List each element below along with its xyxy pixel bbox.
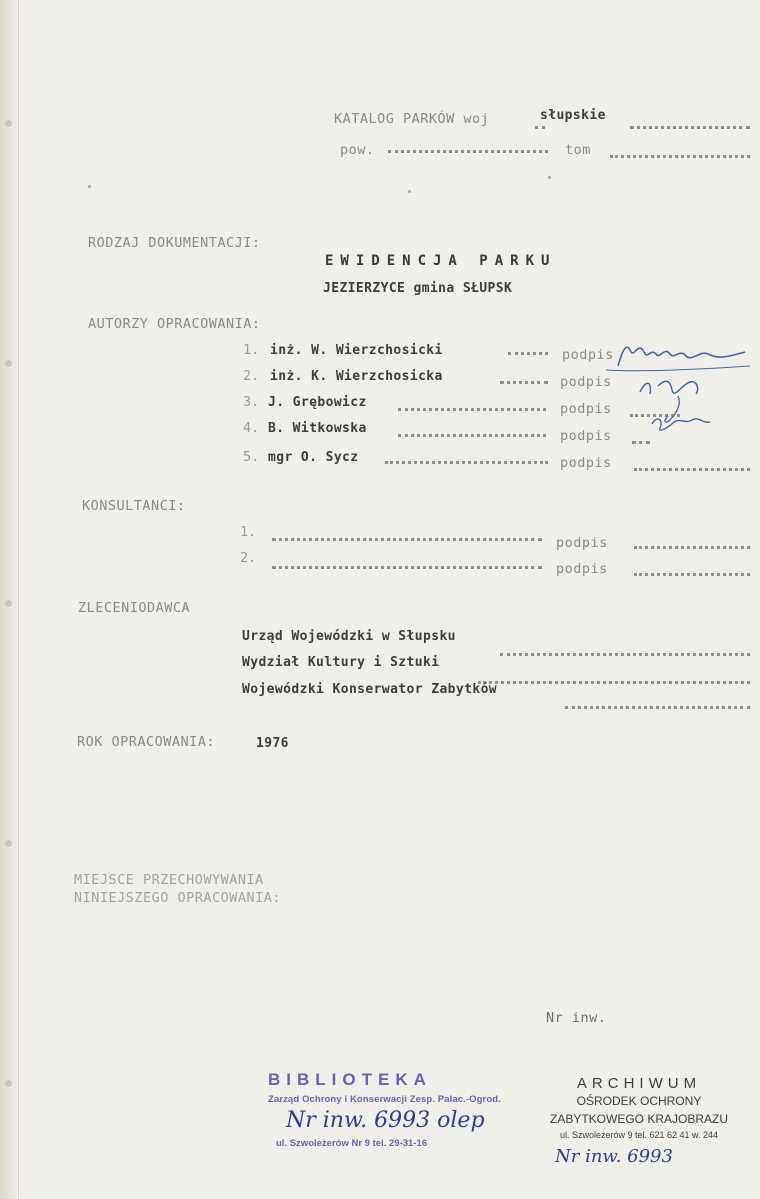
archive-stamp-title: ARCHIWUM: [576, 1075, 702, 1092]
author-name: J. Grębowicz: [268, 395, 367, 410]
commissioner-line: Wydział Kultury i Sztuki: [242, 655, 440, 670]
archive-handwritten-number: Nr inw. 6993: [555, 1146, 673, 1167]
tom-label: tom: [565, 142, 591, 158]
author-name: inż. K. Wierzchosicka: [270, 369, 443, 384]
archive-stamp-address: ul. Szwoleżerów 9 tel. 621 62 41 w. 244: [559, 1130, 719, 1140]
doc-type-subtitle: JEZIERZYCE gmina SŁUPSK: [323, 281, 513, 296]
storage-label: NINIEJSZEGO OPRACOWANIA:: [74, 890, 282, 906]
voivodeship-value: słupskie: [540, 108, 606, 123]
dotted-line: [630, 126, 750, 129]
signature-label: podpis: [560, 374, 612, 390]
year-value: 1976: [256, 736, 289, 751]
inventory-label: Nr inw.: [546, 1010, 607, 1026]
consultants-label: KONSULTANCI:: [82, 498, 186, 514]
library-stamp-line: Zarząd Ochrony i Konserwacji Zesp. Pałac.-Ogrod.: [268, 1094, 501, 1105]
archive-stamp-line: OŚRODEK OCHRONY: [576, 1094, 702, 1108]
signature-label: podpis: [562, 347, 614, 363]
archive-stamp-line: ZABYTKOWEGO KRAJOBRAZU: [549, 1112, 729, 1126]
binding-edge: [0, 0, 19, 1199]
commissioner-line: Urząd Wojewódzki w Słupsku: [242, 629, 456, 644]
doc-type-label: RODZAJ DOKUMENTACJI:: [88, 235, 261, 251]
doc-type-title: EWIDENCJA PARKU: [325, 253, 557, 269]
author-name: B. Witkowska: [268, 421, 367, 436]
signature-label: podpis: [556, 535, 608, 551]
pow-label: pow.: [340, 142, 375, 158]
signature-label: podpis: [560, 428, 612, 444]
handwritten-signatures: [600, 330, 760, 460]
library-handwritten-number: Nr inw. 6993 olep: [286, 1108, 485, 1133]
commissioner-line: Wojewódzki Konserwator Zabytków: [242, 682, 498, 697]
library-stamp-title: BIBLIOTEKA: [268, 1070, 432, 1089]
katalog-label: KATALOG PARKÓW woj: [334, 111, 490, 127]
year-label: ROK OPRACOWANIA:: [77, 734, 216, 750]
dotted-line: [610, 155, 750, 158]
signature-label: podpis: [560, 401, 612, 417]
signature-label: podpis: [556, 561, 608, 577]
document-page: KATALOG PARKÓW woj słupskie pow. tom RODZAJ DOKUMENTACJI: EWIDENCJA PARKU JEZIERZYCE gmina SŁUPSK AUTORZY OPRACOWANIA: 1. inż. W. Wierzchosicki podpis 2. inż. K. Wierzchosicka podpis 3. J. Grębowicz podpis 4. B. Witkowska podpis 5. mgr O. Sycz podpis KONSULTANCI: 1. podpis 2. podpis ZLECENIODAWCA Urząd Wojewódzki w Słupsku Wydział Kultury i Sztuki Wojewódzki Konserwator Zabytków ROK OPRACOWANIA: 1976 MIEJSCE PRZECHOWYWANIA NINIEJSZEGO OPRACOWANIA: Nr inw. BIBLIOTEKA Zarząd Ochrony i Konserwacji Zesp. Pałac.-Ogrod. Nr inw. 6993 olep ul. Szwoleżerów Nr 9 tel. 29-31-16 ARCHIWUM OŚRODEK OCHRONY ZABYTKOWEGO KRAJOBRAZU ul. Szwoleżerów 9 tel. 621 62 41 w. 244 Nr inw. 6993: [0, 0, 760, 1199]
author-name: inż. W. Wierzchosicki: [270, 343, 443, 358]
library-stamp-address: ul. Szwoleżerów Nr 9 tel. 29-31-16: [276, 1138, 427, 1149]
dotted-line: [388, 150, 548, 153]
author-name: mgr O. Sycz: [268, 450, 359, 465]
storage-label: MIEJSCE PRZECHOWYWANIA: [74, 872, 264, 888]
signature-label: podpis: [560, 455, 612, 471]
authors-label: AUTORZY OPRACOWANIA:: [88, 316, 261, 332]
commissioner-label: ZLECENIODAWCA: [78, 600, 191, 616]
